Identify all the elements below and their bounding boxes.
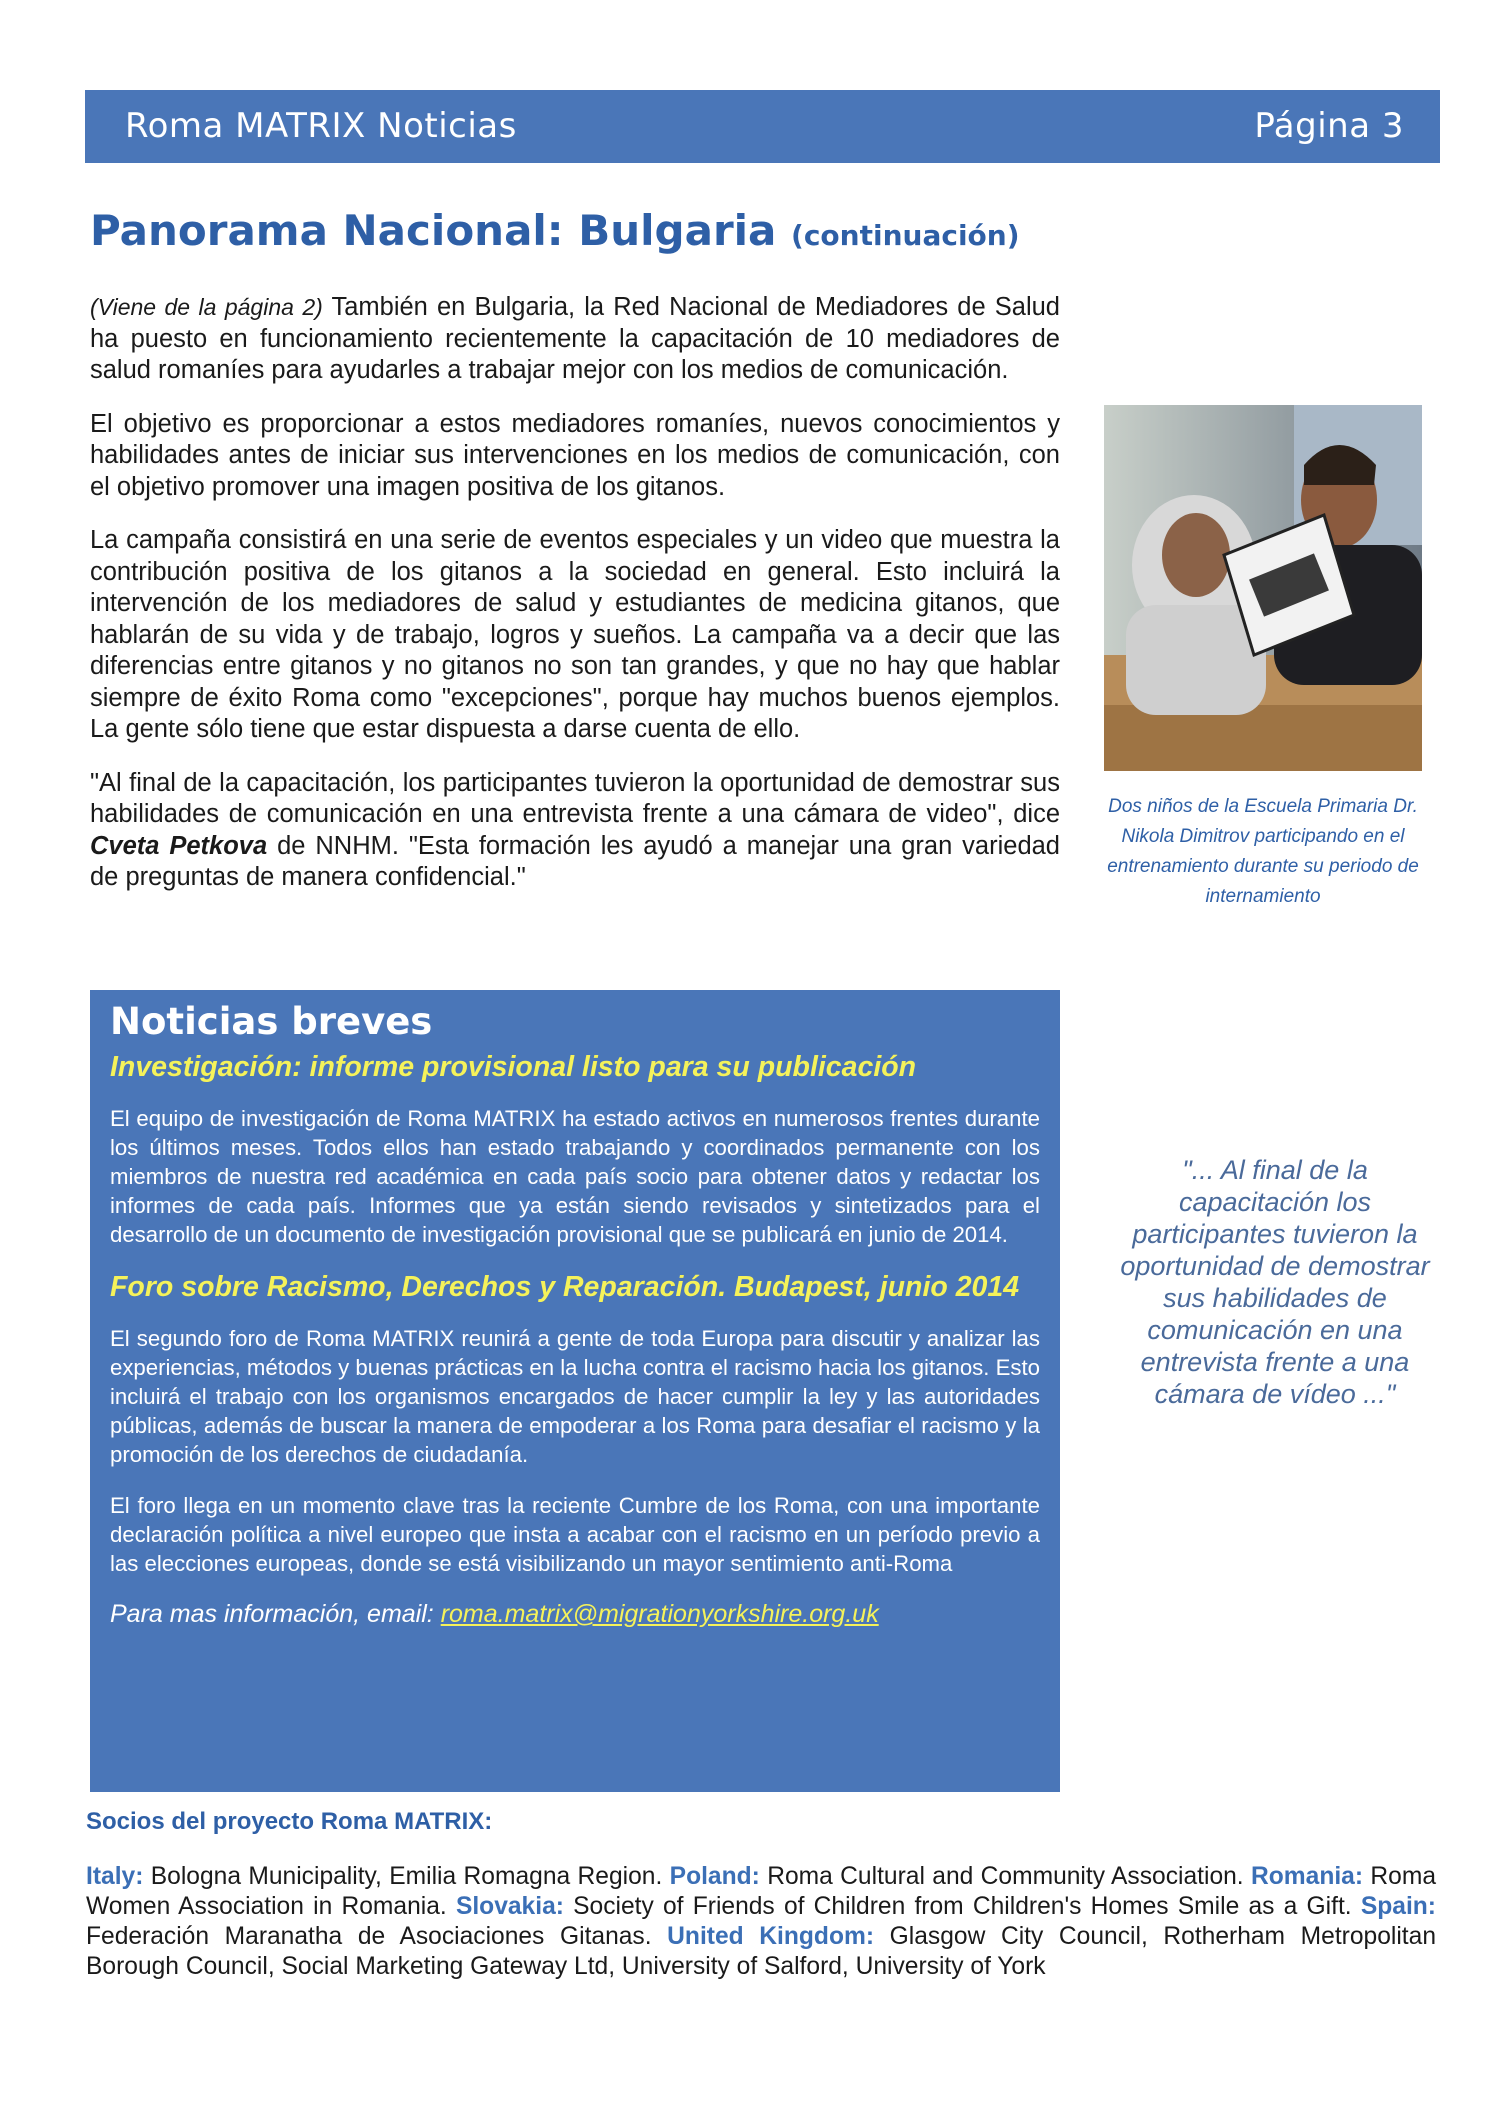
article-body <box>90 292 1060 916</box>
article-paragraph-2: El objetivo es proporcionar a estos mediadores romaníes, nuevos conocimientos y habilidades antes de iniciar sus intervenciones en los medios de comunicación, con el objetivo promover una imagen positiva de los gitanos. <box>90 409 1060 501</box>
news-item-1-title: Investigación: informe provisional listo para su publicación <box>110 1051 917 1083</box>
partner-country: United Kingdom: <box>667 1923 875 1950</box>
article-paragraph-4 <box>90 768 1060 894</box>
partner-members: Society of Friends of Children from Children's Homes Smile as a Gift. <box>563 1893 1361 1920</box>
article-paragraph-3: La campaña consistirá en una serie de eventos especiales y un video que muestra la contribución positiva de los gitanos a la sociedad en general. Esto incluirá la intervención de los mediadores de salud y estudiantes de medicina gitanos, que hablarán de su vida y de trabajo, logros y sueños. La campaña va a decir que las diferencias entre gitanos y no gitanos no son tan grandes, y que no hay que hablar siempre de éxito Roma como "excepciones", porque hay muchos buenos ejemplos. La gente sólo tiene que estar dispuesta a darse cuenta de ello. <box>90 526 1060 743</box>
partner-country: Italy: <box>86 1863 144 1890</box>
photo-caption: Dos niños de la Escuela Primaria Dr. Nikola Dimitrov participando en el entrenamiento durante su periodo de internamiento <box>1107 796 1419 907</box>
news-item-2-title: Foro sobre Racismo, Derechos y Reparación. Budapest, junio 2014 <box>110 1271 1020 1303</box>
article-paragraph-1 <box>90 292 1060 387</box>
partner-country: Poland: <box>669 1863 760 1890</box>
more-info <box>110 1600 1040 1629</box>
partner-members: Federación Maranatha de Asociaciones Gitanas. <box>86 1923 668 1950</box>
students-photo <box>1104 405 1422 771</box>
more-info-label: Para mas información, email: <box>110 1600 441 1628</box>
news-item-1-text: El equipo de investigación de Roma MATRIX ha estado activos en numerosos frentes durante los últimos meses. Todos ellos han estado trabajando y coordinados permanente con los miembros de nuestra red académica en cada país socio para obtener datos y redactar los informes de cada país. Informes que ya están siendo revisados y sintetizados para el desarrollo de un documento de investigación provisional que se publicará en junio de 2014. <box>110 1106 1040 1247</box>
partner-members: Roma Cultural and Community Association. <box>759 1863 1251 1890</box>
news-box-title: Noticias breves <box>110 1000 433 1043</box>
partner-country: Spain: <box>1360 1893 1436 1920</box>
page-number: Página 3 <box>1254 106 1404 146</box>
section-title <box>90 206 1020 255</box>
partner-members: Glasgow City Council, Rotherham Metropolitan Borough Council, Social Marketing Gateway Ltd, University of Salford, University of York <box>86 1923 1436 1980</box>
partner-members: Roma Women Association in Romania. <box>86 1863 1437 1920</box>
continuation-note: (Viene de la página 2) <box>90 294 323 320</box>
newsletter-title: Roma MATRIX Noticias <box>125 106 517 146</box>
news-item-2-text-1: El segundo foro de Roma MATRIX reunirá a gente de toda Europa para discutir y analizar las experiencias, métodos y buenas prácticas en la lucha contra el racismo hacia los gitanos. Esto incluirá el trabajo con los organismos encargados de hacer cumplir la ley y las autoridades públicas, además de buscar la manera de empoderar a los Roma para desafiar el racismo y la promoción de los derechos de ciudadanía. <box>110 1326 1040 1467</box>
pull-quote: "... Al final de la capacitación los participantes tuvieron la oportunidad de demostrar sus habilidades de comunicación en una entrevista frente a una cámara de vídeo ..." <box>1120 1155 1430 1409</box>
paragraph-1-text: También en Bulgaria, la Red Nacional de Mediadores de Salud ha puesto en funcionamiento recientemente la capacitación de 10 mediadores de salud romaníes para ayudarles a trabajar mejor con los medios de comunicación. <box>90 293 1060 384</box>
email-link[interactable]: roma.matrix@migrationyorkshire.org.uk <box>440 1600 879 1628</box>
partner-country: Romania: <box>1251 1863 1364 1890</box>
news-box <box>90 990 1060 1792</box>
paragraph-4-start: "Al final de la capacitación, los participantes tuvieron la oportunidad de demostrar sus habilidades de comunicación en una entrevista frente a una cámara de video", dice <box>90 768 1060 828</box>
header-bar <box>85 90 1440 163</box>
partners-list <box>86 1862 1436 1982</box>
section-title-suffix: (continuación) <box>791 219 1020 252</box>
partners-title: Socios del proyecto Roma MATRIX: <box>86 1808 493 1835</box>
section-title-main: Panorama Nacional: Bulgaria <box>90 206 777 255</box>
paragraph-4-end: de NNHM. "Esta formación les ayudó a manejar una gran variedad de preguntas de manera confidencial." <box>90 831 1060 891</box>
partner-members: Bologna Municipality, Emilia Romagna Region. <box>143 1863 670 1890</box>
news-item-2-text-2: El foro llega en un momento clave tras la reciente Cumbre de los Roma, con una importante declaración política a nivel europeo que insta a acabar con el racismo en un período previo a las elecciones europeas, donde se está visibilizando un mayor sentimiento anti-Roma <box>110 1493 1040 1576</box>
partner-country: Slovakia: <box>455 1893 564 1920</box>
quoted-person: Cveta Petkova <box>90 831 268 860</box>
